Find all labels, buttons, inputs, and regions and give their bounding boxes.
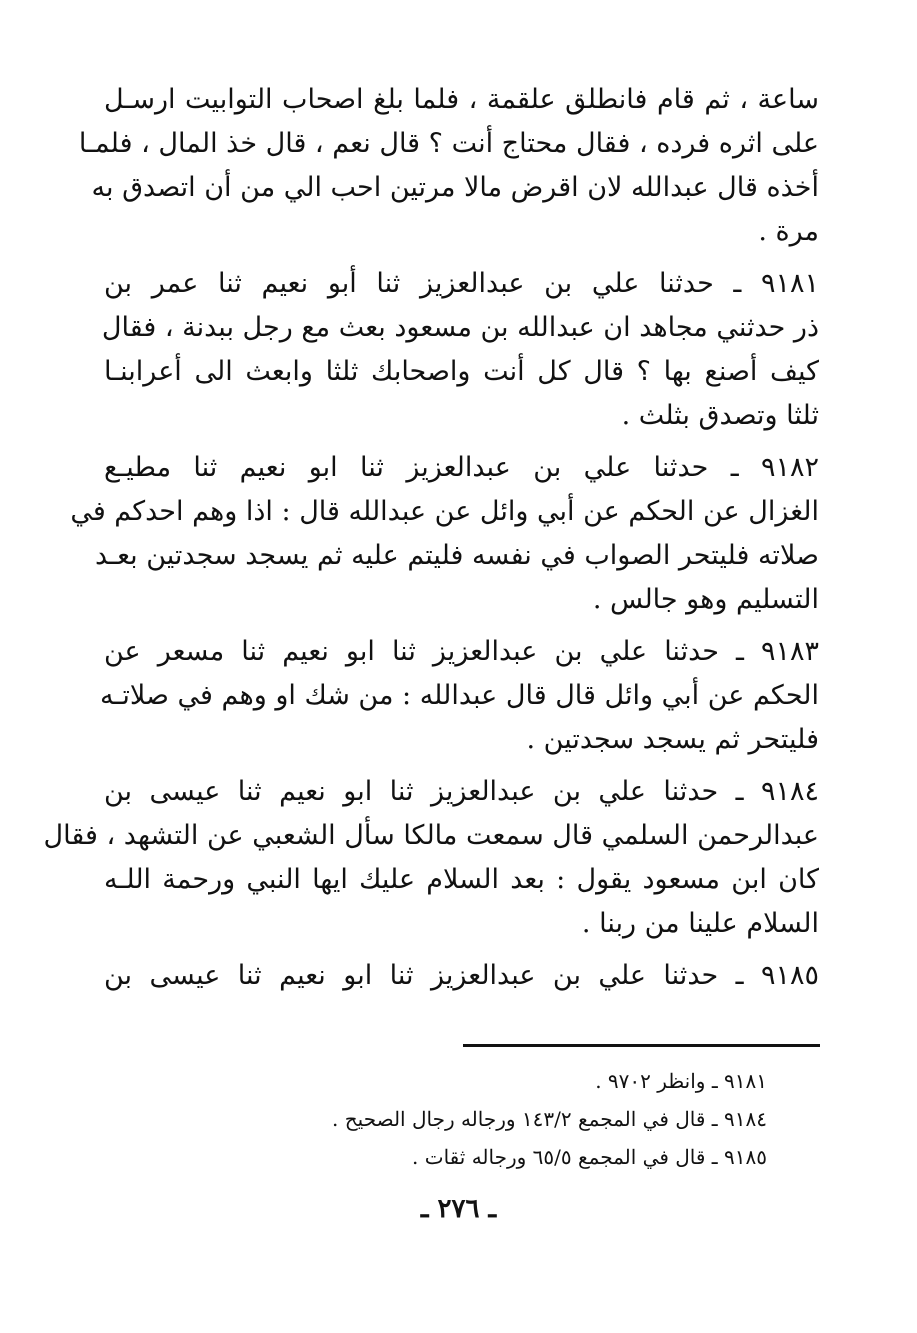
text-line: فليتحر ثم يسجد سجدتين . [526, 724, 819, 755]
text-line: ساعة ، ثم قام فانطلق علقمة ، فلما بلغ اصحاب التوابيت ارسـل [104, 84, 819, 115]
footnote-divider [463, 1044, 820, 1047]
text-line: مرة . [758, 216, 819, 247]
hadith-9181 [101, 262, 819, 438]
text-line: السلام علينا من ربنا . [581, 908, 819, 939]
text-line: ٩١٨٥ ـ حدثنا علي بن عبدالعزيز ثنا ابو نعيم ثنا عيسى بن [104, 960, 819, 991]
hadith-9183 [100, 630, 819, 762]
hadith-9184 [43, 770, 819, 946]
text-line: أخذه قال عبدالله لان اقرض مالا مرتين احب الي من أن اتصدق به [91, 172, 819, 203]
footnote-9184: ٩١٨٤ ـ قال في المجمع ١٤٣/٢ ورجاله رجال الصحيح . [332, 1107, 767, 1131]
text-line: عبدالرحمن السلمي قال سمعت مالكا سأل الشعبي عن التشهد ، فقال [43, 820, 819, 851]
text-line: الغزال عن الحكم عن أبي وائل عن عبدالله قال : اذا وهم احدكم في [70, 496, 819, 527]
text-line: كان ابن مسعود يقول : بعد السلام عليك ايها النبي ورحمة اللـه [104, 864, 819, 895]
text-line: كيف أصنع بها ؟ قال كل أنت واصحابك ثلثا وابعث الى أعرابنـا [104, 356, 819, 387]
text-line: ذر حدثني مجاهد ان عبدالله بن مسعود بعث مع رجل ببدنة ، فقال [101, 312, 819, 343]
text-line: على اثره فرده ، فقال محتاج أنت ؟ قال نعم ، قال خذ المال ، فلمـا [78, 128, 819, 159]
footnote-9185: ٩١٨٥ ـ قال في المجمع ٦٥/٥ ورجاله ثقات . [412, 1145, 767, 1169]
paragraph-continuation [78, 78, 819, 254]
hadith-9185 [104, 954, 819, 998]
text-line: الحكم عن أبي وائل قال قال عبدالله : من شك او وهم في صلاتـه [100, 680, 819, 711]
text-line: ٩١٨١ ـ حدثنا علي بن عبدالعزيز ثنا أبو نعيم ثنا عمر بن [104, 268, 819, 299]
footnote-9181: ٩١٨١ ـ وانظر ٩٧٠٢ . [595, 1069, 767, 1093]
text-line: ثلثا وتصدق بثلث . [621, 400, 819, 431]
footnotes [332, 1062, 767, 1176]
page-number: ـ ٢٧٦ ـ [420, 1194, 497, 1224]
text-line: صلاته فليتحر الصواب في نفسه فليتم عليه ثم يسجد سجدتين بعـد [94, 540, 819, 571]
hadith-9182 [70, 446, 819, 622]
text-line: ٩١٨٢ ـ حدثنا علي بن عبدالعزيز ثنا ابو نعيم ثنا مطيـع [104, 452, 819, 483]
text-line: ٩١٨٣ ـ حدثنا علي بن عبدالعزيز ثنا ابو نعيم ثنا مسعر عن [104, 636, 819, 667]
text-line: ٩١٨٤ ـ حدثنا علي بن عبدالعزيز ثنا ابو نعيم ثنا عيسى بن [104, 776, 819, 807]
text-line: التسليم وهو جالس . [592, 584, 819, 615]
